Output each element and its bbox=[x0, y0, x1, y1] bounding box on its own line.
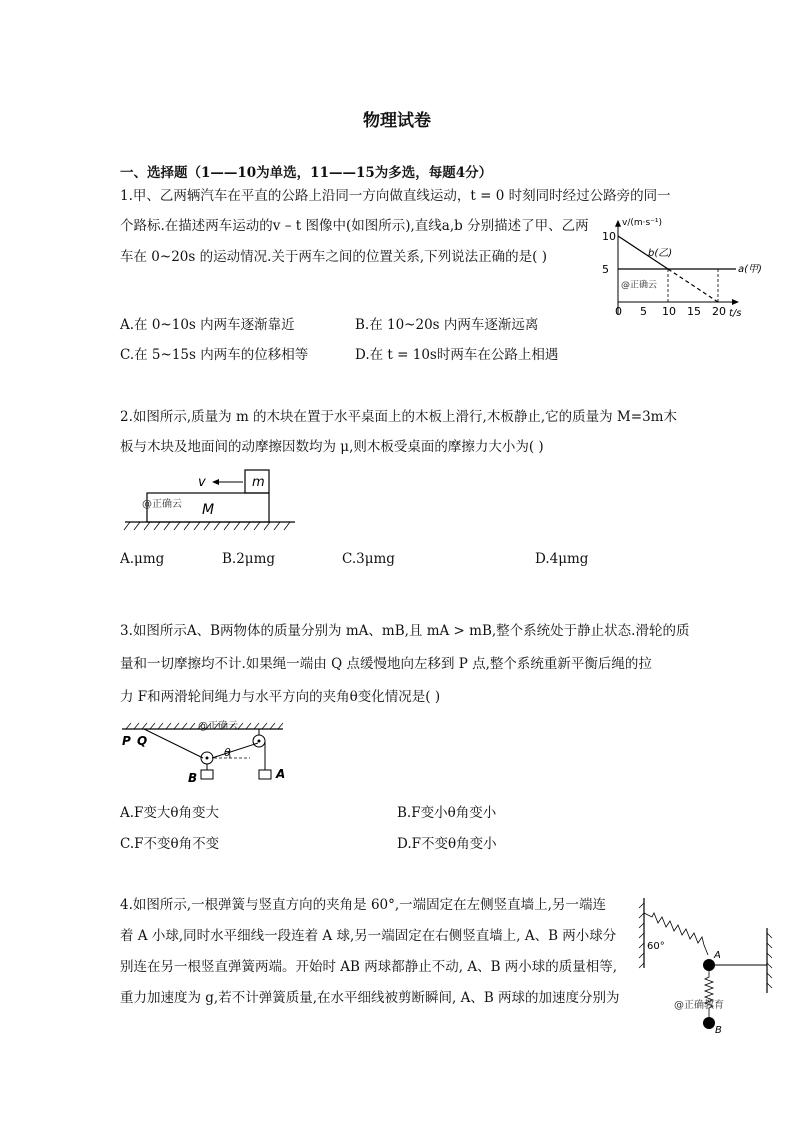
q1-option-b: B.在 10~20s 内两车逐渐远离 bbox=[355, 317, 539, 333]
q4-line-3: 别连在另一根竖直弹簧两端。开始时 AB 两球都静止不动, A、B 两小球的质量相等, bbox=[120, 959, 618, 975]
q1-line-3: 车在 0~20s 的运动情况.关于两车之间的位置关系,下列说法正确的是( ) bbox=[120, 249, 547, 265]
x-tick-label: 20 bbox=[712, 305, 726, 318]
q2-option-b: B.2μmg bbox=[222, 551, 276, 567]
block-on-board-figure bbox=[120, 465, 300, 535]
q1-option-a: A.在 0~10s 内两车逐渐靠近 bbox=[120, 317, 295, 333]
pulley-figure bbox=[118, 718, 288, 786]
q4-line-1: 4.如图所示,一根弹簧与竖直方向的夹角是 60°,一端固定在左侧竖直墙上,另一端连 bbox=[120, 897, 606, 913]
q4-line-2: 着 A 小球,同时水平细线一段连着 A 球,另一端固定在右侧竖直墙上, A、B 两小球分 bbox=[120, 928, 617, 944]
svg-text:B: B bbox=[188, 771, 198, 785]
series-a-label: a(甲) bbox=[738, 264, 762, 275]
spring-figure bbox=[638, 893, 778, 1038]
section-heading: 一、选择题（1——10为单选，11——15为多选，每题4分） bbox=[120, 165, 493, 181]
x-axis-label: t/s bbox=[729, 308, 742, 319]
y-tick-label: 10 bbox=[602, 230, 616, 243]
q1-line-1: 1.甲、乙两辆汽车在平直的公路上沿同一方向做直线运动，t = 0 时刻同时经过公路旁的同一 bbox=[120, 188, 671, 204]
svg-text:@正确教育: @正确教育 bbox=[674, 1000, 724, 1011]
x-tick-label: 5 bbox=[640, 305, 647, 318]
x-tick-label: 15 bbox=[687, 305, 701, 318]
q3-line-3: 力 F和两滑轮间绳力与水平方向的夹角θ变化情况是( ) bbox=[120, 689, 441, 705]
y-axis-arrow-icon bbox=[615, 220, 621, 227]
svg-text:@正确云: @正确云 bbox=[142, 499, 182, 510]
svg-text:@正确云: @正确云 bbox=[198, 721, 238, 732]
q2-option-c: C.3μmg bbox=[342, 551, 395, 567]
series-b-dashed bbox=[668, 269, 718, 302]
svg-text:A: A bbox=[276, 767, 286, 781]
ball-b bbox=[703, 1017, 715, 1029]
svg-text:M: M bbox=[202, 502, 215, 518]
q4-line-4: 重力加速度为 g,若不计弹簧质量,在水平细线被剪断瞬间, A、B 两球的加速度分别为 bbox=[120, 990, 620, 1006]
q1-option-c: C.在 5~15s 内两车的位移相等 bbox=[120, 347, 309, 363]
q3-option-c: C.F不变θ角不变 bbox=[120, 836, 220, 852]
q3-option-b: B.F变小θ角变小 bbox=[397, 805, 497, 821]
q3-option-a: A.F变大θ角变大 bbox=[120, 805, 220, 821]
q3-line-2: 量和一切摩擦均不计.如果绳一端由 Q 点缓慢地向左移到 P 点,整个系统重新平衡后绳的拉 bbox=[120, 656, 652, 672]
q2-line-2: 板与木块及地面间的动摩擦因数均为 μ,则木板受桌面的摩擦力大小为( ) bbox=[120, 439, 544, 455]
svg-text:m: m bbox=[252, 475, 265, 490]
q3-line-1: 3.如图所示A、B两物体的质量分别为 mA、mB,且 mA > mB,整个系统处于静止状态.滑轮的质 bbox=[120, 623, 690, 639]
q1-option-d: D.在 t = 10s时两车在公路上相遇 bbox=[355, 347, 559, 363]
svg-text:v: v bbox=[198, 475, 206, 490]
svg-text:Q: Q bbox=[137, 734, 148, 748]
svg-text:A: A bbox=[714, 950, 721, 961]
svg-text:60°: 60° bbox=[647, 941, 665, 952]
y-axis-label: v/(m·s⁻¹) bbox=[622, 217, 663, 228]
q3-option-d: D.F不变θ角变小 bbox=[397, 836, 497, 852]
velocity-arrow-icon bbox=[212, 479, 219, 485]
q1-line-2: 个路标.在描述两车运动的v – t 图像中(如图所示),直线a,b 分别描述了甲、乙两 bbox=[120, 218, 589, 234]
series-b-label: b(乙) bbox=[648, 247, 673, 259]
block-a bbox=[259, 770, 271, 779]
vt-graph bbox=[600, 210, 780, 330]
x-tick-label: 10 bbox=[662, 305, 676, 318]
q2-option-a: A.μmg bbox=[120, 551, 165, 567]
watermark-text: @正确云 bbox=[621, 280, 658, 291]
x-tick-label: 0 bbox=[615, 305, 622, 318]
svg-text:B: B bbox=[715, 1025, 722, 1036]
q2-line-1: 2.如图所示,质量为 m 的木块在置于水平桌面上的木板上滑行,木板静止,它的质量为 M=3m木 bbox=[120, 409, 677, 425]
block-b bbox=[201, 770, 213, 779]
svg-text:P: P bbox=[122, 734, 131, 748]
page-title: 物理试卷 bbox=[363, 111, 431, 131]
y-tick-label: 5 bbox=[602, 263, 609, 276]
svg-text:θ: θ bbox=[224, 746, 231, 759]
x-axis-arrow-icon bbox=[732, 299, 739, 305]
q2-option-d: D.4μmg bbox=[535, 551, 589, 567]
